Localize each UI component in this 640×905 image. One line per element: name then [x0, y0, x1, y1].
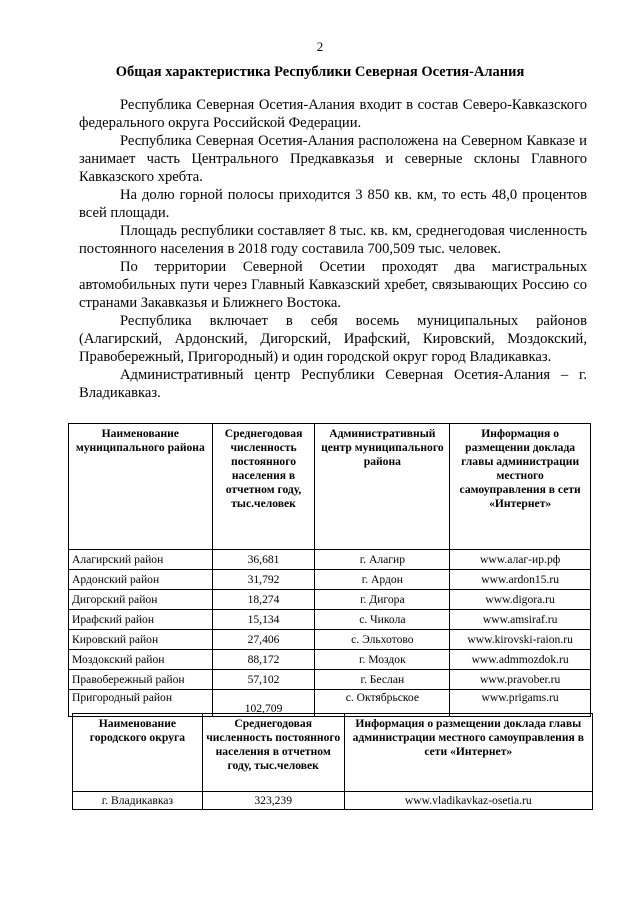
city-district-table — [72, 713, 593, 810]
district-name: Кировский район — [69, 630, 213, 650]
city-population: 323,239 — [202, 792, 344, 810]
district-population: 36,681 — [212, 550, 315, 570]
table-row — [69, 650, 591, 670]
table-row — [69, 590, 591, 610]
district-population: 18,274 — [212, 590, 315, 610]
column-header-report-info: Информация о размещении доклада главы администрации местного самоуправления в сети «Интернет» — [450, 424, 591, 550]
column-header-population: Среднегодовая численность постоянного населения в отчетном году, тыс.человек — [212, 424, 315, 550]
paragraph: Административный центр Республики Северная Осетия-Алания – г. Владикавказ. — [79, 367, 587, 401]
city-website: www.vladikavkaz-osetia.ru — [344, 792, 592, 810]
table-header-row — [73, 714, 593, 792]
district-website: www.pravober.ru — [450, 670, 591, 690]
district-name: Пригородный район — [69, 690, 213, 717]
district-population: 102,709 — [212, 690, 315, 717]
district-name: Ирафский район — [69, 610, 213, 630]
district-admin-center: г. Моздок — [315, 650, 450, 670]
district-population: 57,102 — [212, 670, 315, 690]
table-row — [69, 570, 591, 590]
column-header-population: Среднегодовая численность постоянного населения в отчетном году, тыс.человек — [202, 714, 344, 792]
column-header-report-info: Информация о размещении доклада главы администрации местного самоуправления в сети «Интернет» — [344, 714, 592, 792]
district-website: www.prigams.ru — [450, 690, 591, 717]
district-website: www.admmozdok.ru — [450, 650, 591, 670]
district-admin-center: г. Беслан — [315, 670, 450, 690]
district-name: Моздокский район — [69, 650, 213, 670]
district-admin-center: с. Чикола — [315, 610, 450, 630]
district-admin-center: с. Эльхотово — [315, 630, 450, 650]
document-title: Общая характеристика Республики Северная Осетия-Алания — [115, 64, 525, 80]
district-website: www.ardon15.ru — [450, 570, 591, 590]
table-row — [69, 670, 591, 690]
district-name: Ардонский район — [69, 570, 213, 590]
paragraph: На долю горной полосы приходится 3 850 кв. км, то есть 48,0 процентов всей площади. — [79, 187, 587, 221]
district-name: Алагирский район — [69, 550, 213, 570]
paragraph: Республика Северная Осетия-Алания входит в состав Северо-Кавказского федерального округа Российской Федерации. — [79, 97, 587, 131]
district-admin-center: г. Дигора — [315, 590, 450, 610]
district-population: 88,172 — [212, 650, 315, 670]
district-admin-center: г. Ардон — [315, 570, 450, 590]
district-website: www.digora.ru — [450, 590, 591, 610]
district-population: 15,134 — [212, 610, 315, 630]
body-text — [79, 96, 587, 402]
column-header-admin-center: Административный центр муниципального района — [315, 424, 450, 550]
table-row — [69, 630, 591, 650]
column-header-district: Наименование муниципального района — [69, 424, 213, 550]
table-row — [69, 550, 591, 570]
table-row — [73, 792, 593, 810]
district-population: 27,406 — [212, 630, 315, 650]
districts-table — [68, 423, 591, 717]
paragraph: Республика Северная Осетия-Алания расположена на Северном Кавказе и занимает часть Центрального Предкавказья и северные склоны Главного Кавказского хребта. — [79, 133, 587, 185]
table-row — [69, 610, 591, 630]
paragraph: По территории Северной Осетии проходят два магистральных автомобильных пути через Главный Кавказский хребет, связывающих Россию со странами Закавказья и Ближнего Востока. — [79, 259, 587, 311]
page-number: 2 — [316, 39, 324, 54]
city-name: г. Владикавказ — [73, 792, 203, 810]
paragraph: Площадь республики составляет 8 тыс. кв. км, среднегодовая численность постоянного населения в 2018 году составила 700,509 тыс. человек. — [79, 223, 587, 257]
district-population: 31,792 — [212, 570, 315, 590]
district-name: Правобережный район — [69, 670, 213, 690]
district-website: www.amsiraf.ru — [450, 610, 591, 630]
district-website: www.алаг-ир.рф — [450, 550, 591, 570]
paragraph: Республика включает в себя восемь муниципальных районов (Алагирский, Ардонский, Дигорский, Ирафский, Кировский, Моздокский, Правобережный, Пригородный) и один городской округ город Владикавказ. — [79, 313, 587, 365]
table-header-row — [69, 424, 591, 550]
district-name: Дигорский район — [69, 590, 213, 610]
district-website: www.kirovski-raion.ru — [450, 630, 591, 650]
district-admin-center: г. Алагир — [315, 550, 450, 570]
column-header-city-district: Наименование городского округа — [73, 714, 203, 792]
district-admin-center: с. Октябрьское — [315, 690, 450, 717]
